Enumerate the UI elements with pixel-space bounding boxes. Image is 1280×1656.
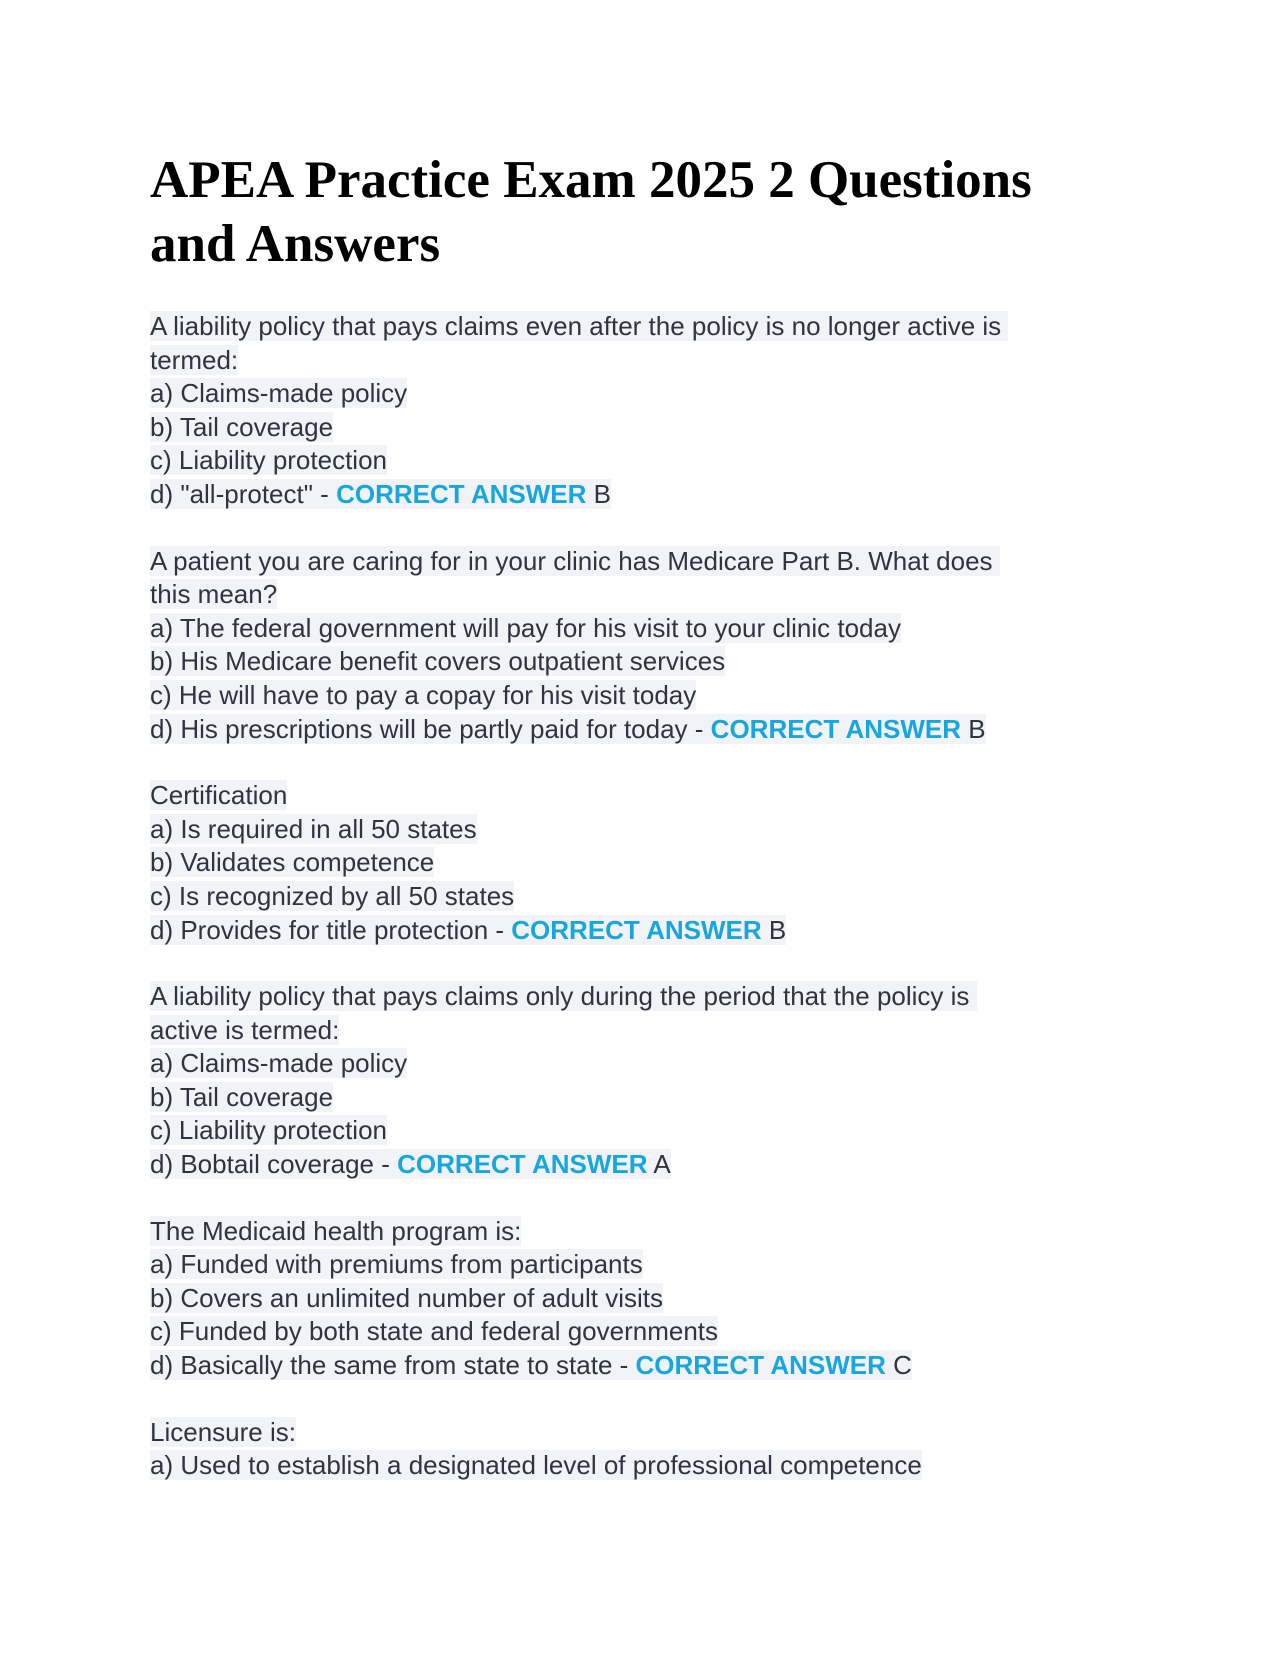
answer-option: c) Is recognized by all 50 states xyxy=(150,880,515,911)
question-block xyxy=(150,310,1130,512)
correct-answer-label: CORRECT ANSWER xyxy=(635,1350,886,1381)
answer-option: c) He will have to pay a copay for his visit today xyxy=(150,679,697,710)
answer-option: b) Validates competence xyxy=(150,847,435,878)
question-stem: active is termed: xyxy=(150,1014,340,1045)
question-stem: A patient you are caring for in your clinic has Medicare Part B. What does xyxy=(150,545,1000,576)
answer-option-with-key: d) Basically the same from state to state - CORRECT ANSWER C xyxy=(150,1350,912,1381)
answer-option: b) Covers an unlimited number of adult visits xyxy=(150,1282,664,1313)
correct-answer-letter: A xyxy=(653,1149,671,1180)
correct-answer-label: CORRECT ANSWER xyxy=(710,713,962,744)
document-page xyxy=(150,148,1130,1516)
answer-option-with-key: d) His prescriptions will be partly paid for today - CORRECT ANSWER B xyxy=(150,713,986,744)
answer-option: b) Tail coverage xyxy=(150,411,334,442)
question-stem: A liability policy that pays claims even after the policy is no longer active is xyxy=(150,311,1009,341)
question-stem: termed: xyxy=(150,344,239,375)
correct-answer-label: CORRECT ANSWER xyxy=(511,914,762,945)
answer-option-with-key: d) Provides for title protection - CORRECT ANSWER B xyxy=(150,914,787,945)
question-stem: Licensure is: xyxy=(150,1416,296,1447)
question-stem: A liability policy that pays claims only during the period that the policy is xyxy=(150,981,977,1012)
question-block xyxy=(150,545,1130,747)
question-block xyxy=(150,980,1130,1182)
question-block xyxy=(150,1416,1130,1483)
correct-answer-letter: B xyxy=(768,914,787,945)
answer-option-with-key: d) Bobtail coverage - CORRECT ANSWER A xyxy=(150,1149,671,1180)
answer-option: a) Claims-made policy xyxy=(150,1048,408,1079)
question-block xyxy=(150,779,1130,947)
document-title: APEA Practice Exam 2025 2 Questions and Answers xyxy=(150,151,1032,273)
question-stem: The Medicaid health program is: xyxy=(150,1215,522,1246)
answer-option: a) Claims-made policy xyxy=(150,378,408,409)
question-stem: this mean? xyxy=(150,579,278,610)
answer-option: a) The federal government will pay for his visit to your clinic today xyxy=(150,612,901,643)
question-stem: Certification xyxy=(150,780,288,811)
answer-option: c) Funded by both state and federal governments xyxy=(150,1316,719,1347)
answer-option-with-key: d) "all-protect" - CORRECT ANSWER B xyxy=(150,478,612,509)
answer-option: c) Liability protection xyxy=(150,1115,387,1146)
correct-answer-label: CORRECT ANSWER xyxy=(397,1149,648,1180)
answer-option: b) His Medicare benefit covers outpatient services xyxy=(150,646,726,677)
correct-answer-letter: B xyxy=(593,478,612,509)
answer-option: a) Is required in all 50 states xyxy=(150,813,477,844)
answer-option: b) Tail coverage xyxy=(150,1081,334,1112)
answer-option: c) Liability protection xyxy=(150,445,387,476)
answer-option: a) Funded with premiums from participants xyxy=(150,1249,643,1280)
answer-option: a) Used to establish a designated level of professional competence xyxy=(150,1450,922,1481)
correct-answer-letter: C xyxy=(893,1350,912,1381)
correct-answer-letter: B xyxy=(968,713,986,744)
correct-answer-label: CORRECT ANSWER xyxy=(336,478,587,509)
question-block xyxy=(150,1215,1130,1383)
